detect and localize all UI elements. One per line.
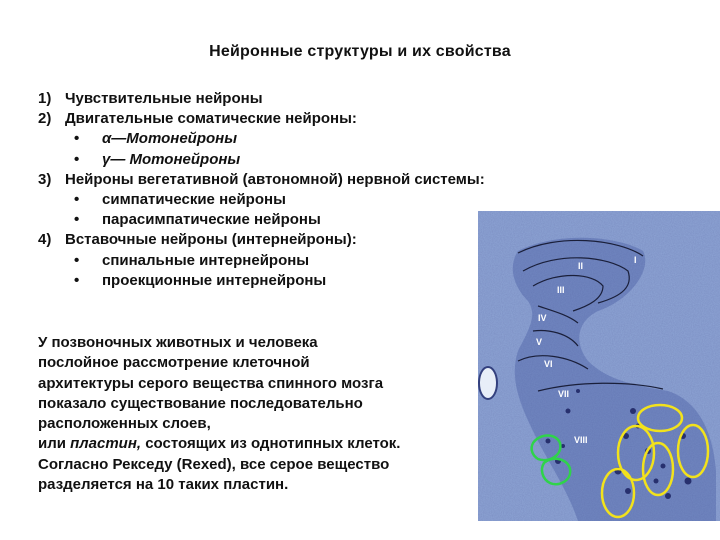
paragraph-line: показало существование последовательно — [38, 394, 363, 412]
paragraph-line: разделяется на 10 таких пластин. — [38, 476, 289, 494]
neuron-cell — [654, 479, 659, 484]
neuron-cell — [576, 389, 580, 393]
list-item — [38, 170, 598, 190]
list-item-number: 3) — [38, 170, 52, 188]
neuron-cell — [665, 493, 671, 499]
list-subitem — [38, 129, 598, 149]
bullet-icon: • — [74, 271, 80, 289]
central-canal — [479, 367, 497, 399]
neuron-cell — [685, 478, 692, 485]
neuron-cell — [625, 488, 631, 494]
neuron-cell — [566, 409, 571, 414]
paragraph-text: или — [38, 435, 71, 453]
paragraph-line — [38, 434, 498, 454]
neuron-cell — [630, 408, 636, 414]
paragraph-line: послойное рассмотрение клеточной — [38, 354, 310, 372]
list-subitem-text: α—Мотонейроны — [102, 130, 238, 148]
list-item-text: Двигательные соматические нейроны: — [65, 110, 357, 128]
lamina-label-i: I — [634, 255, 637, 265]
list-item — [38, 89, 598, 109]
list-subitem-text: γ— Мотонейроны — [102, 150, 241, 168]
list-subitem-text: парасимпатические нейроны — [102, 211, 321, 229]
list-item-text: Чувствительные нейроны — [65, 90, 263, 107]
list-subitem — [38, 190, 598, 210]
paragraph-line: архитектуры серого вещества спинного мозга — [38, 374, 384, 392]
lamina-label-viii: VIII — [574, 435, 588, 445]
paragraph-line: Согласно Рекседу (Rexed), все серое вещество — [38, 455, 390, 473]
lamina-label-vi: VI — [544, 359, 553, 369]
bullet-icon: • — [74, 130, 80, 148]
rexed-paragraph — [38, 333, 498, 495]
lamina-label-ii: II — [578, 261, 584, 271]
list-subitem — [38, 150, 598, 170]
list-subitem-text: проекционные интернейроны — [102, 271, 327, 289]
list-item-text: Нейроны вегетативной (автономной) нервной системы: — [65, 170, 485, 188]
bullet-icon: • — [74, 150, 80, 168]
paragraph-line: расположенных слоев, — [38, 415, 211, 433]
neuron-cell — [661, 464, 666, 469]
lamina-label-vii: VII — [558, 389, 570, 399]
spinal-cord-micrograph — [478, 211, 720, 521]
bullet-icon: • — [74, 211, 80, 229]
list-item-number: 2) — [38, 110, 52, 128]
paragraph-text: состоящих из однотипных клеток. — [141, 435, 401, 453]
list-item-text: Вставочные нейроны (интернейроны): — [65, 231, 357, 249]
lamina-label-iii: III — [557, 285, 565, 295]
paragraph-line: У позвоночных животных и человека — [38, 334, 318, 351]
neuron-cell — [546, 439, 551, 444]
list-subitem-text: симпатические нейроны — [102, 191, 286, 209]
bullet-icon: • — [74, 191, 80, 209]
list-item — [38, 109, 598, 129]
slide-title: Нейронные структуры и их свойства — [209, 43, 511, 60]
list-subitem-text: спинальные интернейроны — [102, 251, 310, 269]
lamina-label-iv: IV — [538, 313, 547, 323]
paragraph-italic-term: пластин, — [70, 435, 142, 453]
bullet-icon: • — [74, 251, 80, 269]
list-item-number: 4) — [38, 231, 52, 249]
lamina-label-v: V — [536, 337, 543, 347]
list-item-number: 1) — [38, 90, 52, 107]
